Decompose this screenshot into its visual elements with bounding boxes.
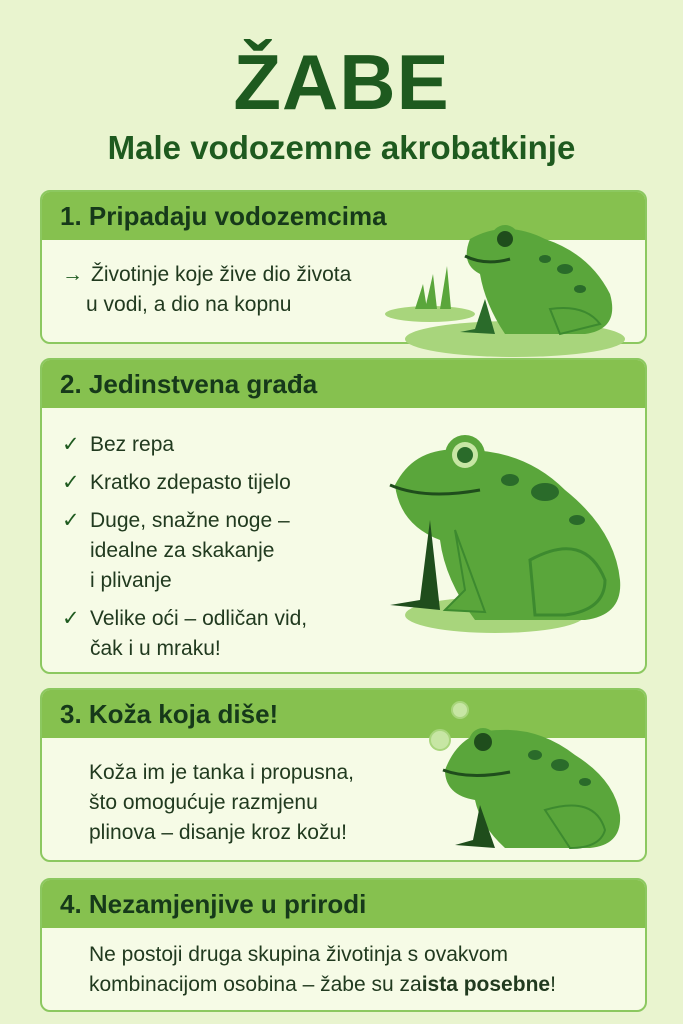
check-icon: ✓ [62, 471, 80, 494]
list-item: ✓ Bez repa [62, 430, 645, 460]
card-nature [40, 878, 647, 1012]
page-subtitle: Male vodozemne akrobatkinje [107, 129, 576, 166]
card-heading: 2. Jedinstvena građa [42, 360, 645, 408]
frog-with-bubbles-icon [425, 700, 625, 860]
list-item: ✓ Velike oći – odličan vid, čak i u mraku! [62, 604, 645, 664]
card-heading: 1. Pripadaju vodozemcima [42, 192, 645, 240]
check-icon: ✓ [62, 433, 80, 456]
list-item: ✓ Duge, snažne noge – idealne za skakanje i plivanje [62, 506, 645, 596]
card-text: Koža im je tanka i propusna, što omogućuje razmjenu plinova – disanje kroz kožu! [89, 761, 354, 844]
card-heading: 4. Nezamjenjive u prirodi [42, 880, 645, 928]
list-item: ✓ Kratko zdepasto tijelo [62, 468, 645, 498]
card-text: → Životinje koje žive dio života u vodi, a dio na kopnu [62, 263, 352, 316]
page-title: ŽABE [233, 38, 450, 126]
check-icon: ✓ [62, 607, 80, 630]
card-text: Ne postoji druga skupina životinja s ovakvom kombinacijom osobina – žabe su zaista posebne! [89, 943, 556, 996]
card-heading: 3. Koža koja diše! [42, 690, 645, 738]
frog-sitting-icon [385, 430, 630, 645]
arrow-icon: → [62, 263, 83, 286]
check-icon: ✓ [62, 509, 80, 532]
frog-on-lilypad-icon [385, 214, 630, 364]
